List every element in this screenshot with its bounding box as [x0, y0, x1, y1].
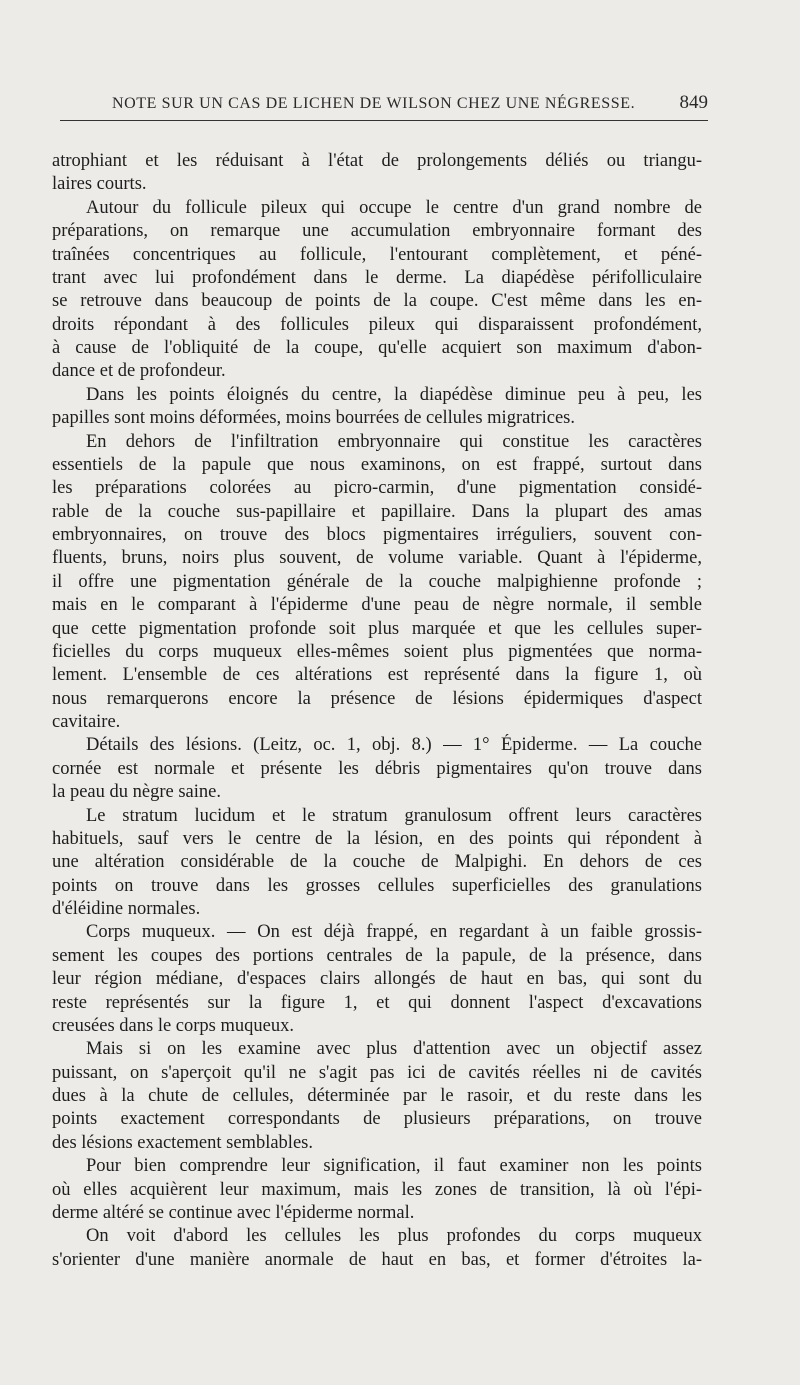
- text-line: des lésions exactement semblables.: [52, 1132, 313, 1153]
- text-line: essentiels de la papule que nous examinons, on est frappé, surtout dans: [52, 454, 702, 475]
- text-line: Mais si on les examine avec plus d'attention avec un objectif assez: [86, 1039, 702, 1060]
- text-line: embryonnaires, on trouve des blocs pigmentaires irréguliers, souvent con-: [52, 525, 702, 545]
- text-line: laires courts.: [52, 174, 147, 195]
- running-head: NOTE SUR UN CAS DE LICHEN DE WILSON CHEZ UNE NÉGRESSE.: [112, 95, 636, 112]
- text-line: leur région médiane, d'espaces clairs allongés de haut en bas, qui sont du: [52, 969, 702, 990]
- text-line: cavitaire.: [52, 712, 121, 732]
- text-line: se retrouve dans beaucoup de points de la coupe. C'est même dans les en-: [52, 291, 702, 312]
- text-line: En dehors de l'infiltration embryonnaire qui constitue les caractères: [86, 431, 702, 452]
- text-line: une altération considérable de la couche de Malpighi. En dehors de ces: [52, 852, 702, 873]
- text-line: dues à la chute de cellules, déterminée par le rasoir, et du reste dans les: [52, 1086, 702, 1106]
- text-line: s'orienter d'une manière anormale de haut en bas, et former d'étroites la-: [52, 1249, 702, 1270]
- text-line: dance et de profondeur.: [52, 361, 226, 382]
- text-line: les préparations colorées au picro-carmin, d'une pigmentation considé-: [52, 478, 702, 499]
- text-line: points exactement correspondants de plusieurs préparations, on trouve: [52, 1109, 702, 1130]
- text-line: Pour bien comprendre leur signification, il faut examiner non les points: [86, 1156, 702, 1177]
- text-line: où elles acquièrent leur maximum, mais les zones de transition, là où l'épi-: [52, 1179, 702, 1200]
- text-line: d'éléidine normales.: [52, 899, 201, 919]
- text-line: puissant, on s'aperçoit qu'il ne s'agit pas ici de cavités réelles ni de cavités: [52, 1062, 702, 1083]
- text-line: atrophiant et les réduisant à l'état de prolongements déliés ou triangu-: [52, 151, 702, 171]
- text-line: Dans les points éloignés du centre, la diapédèse diminue peu à peu, les: [86, 384, 702, 405]
- text-line: Le stratum lucidum et le stratum granulosum offrent leurs caractères: [86, 805, 702, 826]
- text-line: nous remarquerons encore la présence de lésions épidermiques d'aspect: [52, 688, 702, 709]
- text-line: fluents, bruns, noirs plus souvent, de volume variable. Quant à l'épiderme,: [52, 548, 702, 569]
- text-line: préparations, on remarque une accumulation embryonnaire formant des: [52, 221, 702, 242]
- text-line: la peau du nègre saine.: [52, 782, 221, 803]
- text-line: Détails des lésions. (Leitz, oc. 1, obj. 8.) — 1° Épiderme. — La couche: [86, 735, 702, 756]
- text-line: Corps muqueux. — On est déjà frappé, en regardant à un faible grossis-: [86, 922, 702, 943]
- text-line: mais en le comparant à l'épiderme d'une peau de nègre normale, il semble: [52, 595, 702, 616]
- text-line: droits répondant à des follicules pileux qui disparaissent profondément,: [52, 314, 702, 335]
- text-line: rable de la couche sus-papillaire et papillaire. Dans la plupart des amas: [52, 501, 702, 522]
- text-line: il offre une pigmentation générale de la couche malpighienne profonde ;: [52, 571, 702, 592]
- page-number: 849: [679, 92, 708, 113]
- text-line: à cause de l'obliquité de la coupe, qu'elle acquiert son maximum d'abon-: [52, 338, 702, 358]
- text-line: habituels, sauf vers le centre de la lésion, en des points qui répondent à: [52, 828, 702, 849]
- text-line: trant avec lui profondément dans le derme. La diapédèse périfolliculaire: [52, 267, 702, 288]
- text-line: papilles sont moins déformées, moins bourrées de cellules migratrices.: [52, 408, 576, 429]
- text-line: Autour du follicule pileux qui occupe le centre d'un grand nombre de: [86, 197, 702, 218]
- text-line: On voit d'abord les cellules les plus profondes du corps muqueux: [86, 1226, 702, 1247]
- text-line: reste représentés sur la figure 1, et qui donnent l'aspect d'excavations: [52, 992, 702, 1013]
- page-header: [60, 92, 708, 121]
- text-line: traînées concentriques au follicule, l'entourant complètement, et péné-: [52, 244, 702, 265]
- text-line: sement les coupes des portions centrales de la papule, de la présence, dans: [52, 945, 702, 966]
- text-line: points on trouve dans les grosses cellules superficielles des granulations: [52, 875, 702, 896]
- text-line: que cette pigmentation profonde soit plus marquée et que les cellules super-: [52, 618, 702, 639]
- text-line: cornée est normale et présente les débris pigmentaires qu'on trouve dans: [52, 758, 702, 779]
- body-text: [52, 150, 702, 1272]
- text-line: ficielles du corps muqueux elles-mêmes soient plus pigmentées que norma-: [52, 641, 702, 662]
- text-line: lement. L'ensemble de ces altérations est représenté dans la figure 1, où: [52, 665, 702, 686]
- text-line: derme altéré se continue avec l'épiderme normal.: [52, 1202, 415, 1223]
- text-line: creusées dans le corps muqueux.: [52, 1015, 294, 1036]
